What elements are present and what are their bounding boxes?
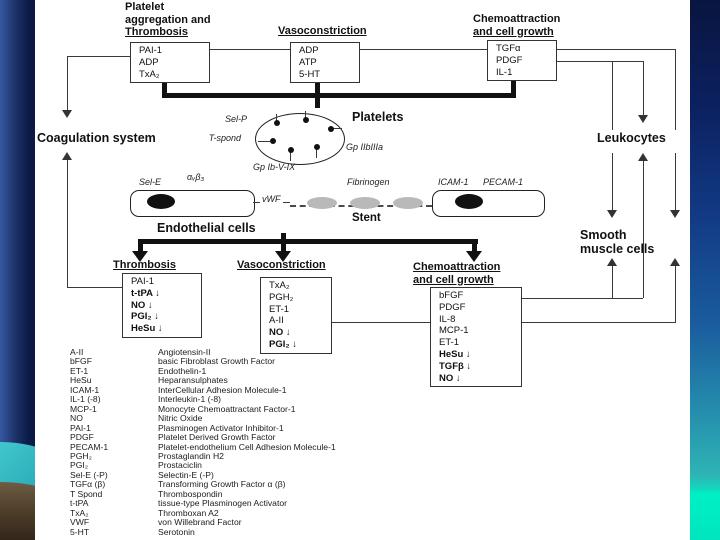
label-alpha-v-beta-3: αᵥβ₃ bbox=[187, 172, 205, 182]
connector-line bbox=[675, 49, 676, 130]
label-line: Smooth bbox=[580, 228, 627, 242]
legend-abbr: PGH₂ bbox=[70, 450, 92, 461]
header-line: Platelet bbox=[125, 1, 165, 13]
header-line: Chemoattraction bbox=[413, 261, 501, 273]
legend-row bbox=[70, 528, 336, 537]
legend-abbr: NO bbox=[70, 413, 83, 424]
box-item: TGFβ ↓ bbox=[439, 360, 472, 372]
release-bar bbox=[162, 93, 516, 98]
legend-abbr: VWF bbox=[70, 517, 90, 528]
arrowhead-up-icon bbox=[62, 152, 72, 160]
label-endothelial-cells: Endothelial cells bbox=[157, 221, 256, 235]
legend-abbr: ET-1 bbox=[70, 365, 89, 376]
connector-line bbox=[612, 61, 613, 130]
header-line: Chemoattraction bbox=[473, 13, 561, 25]
box-item: PDGF bbox=[496, 54, 523, 66]
box-chemoattraction-mediators-top bbox=[487, 40, 557, 81]
legend-full: von Willebrand Factor bbox=[158, 517, 242, 528]
arrowhead-down-icon bbox=[670, 210, 680, 218]
legend-full: Prostaciclin bbox=[158, 460, 202, 471]
arrowhead-up-icon bbox=[670, 258, 680, 266]
header-line: aggregation and bbox=[125, 13, 211, 26]
header-chemoattraction-top bbox=[473, 13, 560, 38]
legend-abbr: IL-1 (-8) bbox=[70, 394, 101, 405]
box-item: ET-1 bbox=[439, 337, 460, 349]
box-item: HeSu ↓ bbox=[131, 323, 163, 335]
legend-full: Prostaglandin H2 bbox=[158, 450, 224, 461]
box-item: 5-HT bbox=[299, 68, 321, 80]
connector-line bbox=[643, 61, 644, 115]
header-line: Vasoconstriction bbox=[237, 259, 326, 271]
legend-full: Monocyte Chemoattractant Factor-1 bbox=[158, 403, 296, 414]
label-stent: Stent bbox=[352, 212, 381, 224]
connector-line bbox=[675, 266, 676, 323]
platelet-cell bbox=[255, 113, 345, 165]
legend-full: Thromboxan A2 bbox=[158, 507, 219, 518]
arrowhead-down-icon bbox=[607, 210, 617, 218]
arrowhead-up-icon bbox=[638, 153, 648, 161]
receptor-dot bbox=[270, 138, 276, 144]
release-bar bbox=[138, 239, 478, 244]
legend-abbr: HeSu bbox=[70, 375, 92, 386]
slide-right-border bbox=[690, 0, 720, 540]
legend-full: Plasminogen Activator Inhibitor-1 bbox=[158, 422, 284, 433]
header-chemoattraction-bottom bbox=[413, 261, 500, 286]
box-thrombosis-mediators bbox=[122, 273, 202, 338]
legend-abbr: MCP-1 bbox=[70, 403, 97, 414]
box-item: A-II bbox=[269, 315, 284, 327]
connector-line bbox=[67, 56, 68, 110]
connector-line bbox=[546, 49, 676, 50]
label-platelets: Platelets bbox=[352, 110, 404, 124]
stent-strut bbox=[307, 197, 337, 209]
label-gp-ib-v-ix: Gp Ib-V-IX bbox=[253, 162, 296, 172]
header-line: Thrombosis bbox=[125, 26, 188, 38]
label-line: muscle cells bbox=[580, 242, 655, 256]
legend-full: Heparansulphates bbox=[158, 375, 228, 386]
arrowhead-down-icon bbox=[62, 110, 72, 118]
legend-abbr: t-tPA bbox=[70, 498, 89, 509]
receptor-dot bbox=[288, 147, 294, 153]
legend-full: Selectin-E (-P) bbox=[158, 469, 214, 480]
box-item: PAI-1 bbox=[139, 45, 163, 56]
legend-full: Serotonin bbox=[158, 526, 195, 537]
box-item: NO ↓ bbox=[439, 372, 461, 384]
legend-abbr: TxA₂ bbox=[70, 507, 89, 518]
legend-full: Interleukin-1 (-8) bbox=[158, 394, 222, 405]
box-item: TxA₂ bbox=[269, 280, 290, 291]
legend-full: Platelet Derived Growth Factor bbox=[158, 432, 276, 443]
label-fibrinogen: Fibrinogen bbox=[347, 177, 390, 187]
arrowhead-up-icon bbox=[607, 258, 617, 266]
legend-abbr: ICAM-1 bbox=[70, 384, 100, 395]
header-line: Thrombosis bbox=[113, 259, 176, 271]
legend-full: tissue-type Plasminogen Activator bbox=[158, 498, 287, 509]
cell-nucleus bbox=[455, 194, 483, 209]
connector-line bbox=[67, 287, 122, 288]
label-sel-p: Sel-P bbox=[224, 114, 247, 124]
receptor-dot bbox=[303, 117, 309, 123]
label-t-spond: T-spond bbox=[208, 133, 241, 143]
box-chemoattraction-mediators bbox=[430, 287, 522, 387]
box-item: PGI₂ ↓ bbox=[131, 311, 159, 323]
legend-abbr: T Spond bbox=[70, 488, 103, 499]
connector-line bbox=[67, 160, 68, 287]
connector-line bbox=[200, 49, 290, 50]
legend-abbr: A-II bbox=[70, 347, 84, 357]
stent-strut bbox=[350, 197, 380, 209]
legend-full: Angiotensin-II bbox=[158, 347, 211, 357]
label-leukocytes: Leukocytes bbox=[597, 131, 666, 145]
legend-full: Platelet-endothelium Cell Adhesion Molecule-1 bbox=[158, 441, 336, 452]
stent-strut bbox=[393, 197, 423, 209]
box-item: PDGF bbox=[439, 301, 466, 313]
receptor-stem bbox=[333, 128, 342, 129]
legend-abbr: PDGF bbox=[70, 432, 94, 443]
abbreviation-legend bbox=[70, 348, 336, 537]
box-item: bFGF bbox=[439, 290, 464, 301]
receptor-dot bbox=[328, 126, 334, 132]
connector-line bbox=[546, 61, 644, 62]
legend-full: Transforming Growth Factor α (β) bbox=[158, 479, 286, 490]
box-item: ADP bbox=[299, 45, 319, 56]
endothelial-cell-right bbox=[432, 190, 545, 217]
box-item: IL-8 bbox=[439, 313, 456, 325]
header-thrombosis-bottom bbox=[113, 259, 176, 272]
connector-line bbox=[67, 56, 130, 57]
box-vasoconstriction-mediators bbox=[260, 277, 332, 354]
legend-abbr: Sel-E (-P) bbox=[70, 469, 108, 480]
connector-line bbox=[675, 153, 676, 210]
header-line: Vasoconstriction bbox=[278, 25, 367, 37]
legend-full: Nitric Oxide bbox=[158, 413, 203, 424]
header-vasoconstriction-bottom bbox=[237, 259, 326, 272]
legend-full: Endothelin-1 bbox=[158, 365, 207, 376]
header-line: and cell growth bbox=[473, 25, 554, 38]
box-item: ATP bbox=[299, 56, 317, 68]
header-platelet-aggregation bbox=[125, 1, 211, 39]
legend-abbr: 5-HT bbox=[70, 526, 90, 537]
label-gp-iibiiia: Gp IIbIIIa bbox=[346, 142, 384, 152]
legend-abbr: bFGF bbox=[70, 356, 92, 367]
label-icam-1: ICAM-1 bbox=[438, 177, 469, 187]
legend-row bbox=[70, 452, 336, 461]
connector-line bbox=[350, 49, 487, 50]
connector-line bbox=[612, 266, 613, 298]
legend-row bbox=[70, 518, 336, 527]
cell-nucleus bbox=[147, 194, 175, 209]
header-vasoconstriction-top bbox=[278, 25, 367, 38]
label-pecam-1: PECAM-1 bbox=[483, 177, 524, 187]
header-line: and cell growth bbox=[413, 273, 494, 286]
connector-line bbox=[612, 153, 613, 210]
box-item: IL-1 bbox=[496, 66, 513, 78]
receptor-stem bbox=[290, 152, 291, 161]
box-item: ET-1 bbox=[269, 303, 290, 315]
receptor-dot bbox=[314, 144, 320, 150]
label-smooth-muscle-cells bbox=[580, 228, 654, 256]
box-item: ADP bbox=[139, 56, 159, 68]
label-vwf: vWF bbox=[262, 194, 281, 204]
legend-full: Thrombospondin bbox=[158, 488, 223, 499]
receptor-stem bbox=[258, 141, 270, 142]
legend-abbr: TGFα (β) bbox=[70, 479, 106, 490]
box-item: t-tPA ↓ bbox=[131, 287, 161, 299]
legend-abbr: PAI-1 bbox=[70, 422, 91, 433]
receptor-dot bbox=[274, 120, 280, 126]
box-item: PGH₂ bbox=[269, 291, 294, 303]
legend-full: basic Fibroblast Growth Factor bbox=[158, 356, 276, 367]
arrowhead-down-icon bbox=[638, 115, 648, 123]
box-vasoconstriction-mediators-top bbox=[290, 42, 360, 83]
label-sel-e: Sel-E bbox=[139, 177, 162, 187]
legend-row bbox=[70, 405, 336, 414]
box-item: TGFα bbox=[496, 43, 521, 54]
connector-line bbox=[510, 298, 643, 299]
legend-abbr: PECAM-1 bbox=[70, 441, 109, 452]
box-item: NO ↓ bbox=[131, 299, 153, 311]
box-item: NO ↓ bbox=[269, 327, 291, 339]
box-item: MCP-1 bbox=[439, 325, 469, 337]
release-stub bbox=[281, 233, 286, 252]
legend-full: InterCellular Adhesion Molecule-1 bbox=[158, 384, 287, 395]
label-coagulation-system: Coagulation system bbox=[37, 131, 156, 145]
box-item: PGI₂ ↓ bbox=[269, 338, 297, 350]
box-item: PAI-1 bbox=[131, 276, 155, 287]
receptor-stem bbox=[316, 149, 317, 158]
box-platelet-thrombosis-mediators bbox=[130, 42, 210, 83]
legend-abbr: PGI₂ bbox=[70, 460, 89, 471]
box-item: HeSu ↓ bbox=[439, 348, 471, 360]
box-item: TxA₂ bbox=[139, 68, 160, 80]
